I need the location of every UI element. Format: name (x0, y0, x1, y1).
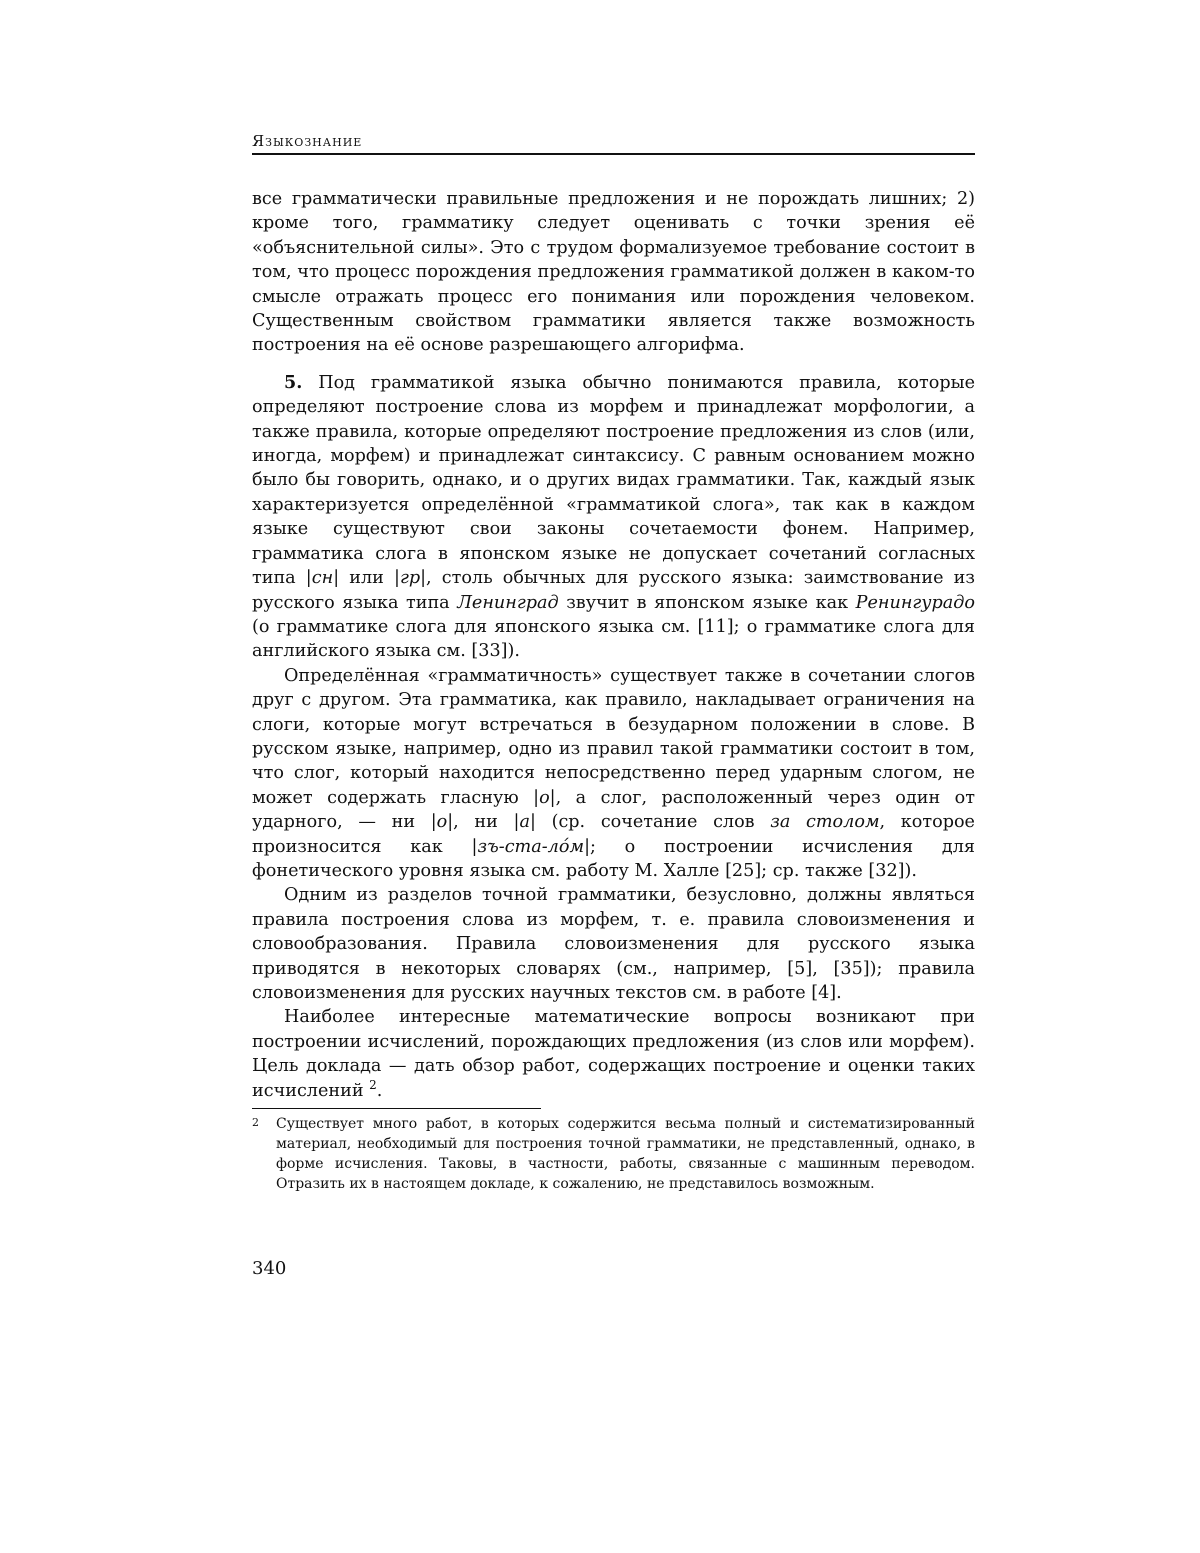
footnote (252, 1114, 975, 1194)
paragraph-5 (252, 1005, 975, 1103)
text-run: |, столь обычных для русского языка: заимствование из русского языка типа (252, 568, 975, 613)
text-run: , которое произносится как | (252, 812, 975, 857)
text-run: | или | (333, 568, 400, 589)
paragraph-section-5 (252, 371, 975, 664)
text-run: |, а слог, расположенный через один от ударного, — ни | (252, 787, 975, 833)
italic-transcription: зъ-ста-ло́м (477, 836, 585, 857)
footnote-rule (252, 1108, 541, 1109)
paragraph-3 (252, 664, 975, 884)
text-run: (о грамматике слога для японского языка см. [11]; о грамматике слога для английского языка см. [33]). (252, 616, 975, 662)
footnote-mark: 2 (252, 1116, 259, 1129)
text-run: Под грамматикой языка обычно понимаются правила, которые определяют построение слова из морфем и принадлежат морфологии, а также правила, которые определяют построение предложения из слов (или, иногда, морфем) и принадлежат синтаксису. С равным основанием можно было бы говорить, однако, и о других видах грамматики. Так, каждый язык характеризуется определённой «грамматикой слога», так как в каждом языке существуют свои законы сочетаемости фонем. Например, грамматика слога в японском языке не допускает сочетаний согласных типа | (252, 372, 975, 589)
text-run: . (376, 1080, 383, 1101)
text-run: |; о построении исчисления для фонетического уровня языка см. работу М. Халле [25]; ср. также [32]). (252, 836, 975, 881)
italic-sn: сн (311, 568, 334, 589)
italic-gr: гр (399, 568, 421, 589)
text-run: Наиболее интересные математические вопросы возникают при построении исчислений, порождающих предложения (из слов или морфем). Цель доклада — дать обзор работ, содержащих построение и оценки таких исчислений (252, 1007, 975, 1101)
italic-leningrad: Ленинград (457, 592, 559, 613)
text-run: |, ни | (447, 812, 520, 833)
text-run: звучит в японском языке как (558, 592, 856, 613)
italic-reningurado: Ренингурадо (855, 592, 976, 613)
running-head: Языкознание (252, 132, 363, 150)
footnote-text: Существует много работ, в которых содержится весьма полный и систематизированный материал, необходимый для построения точной грамматики, не представленный, однако, в форме исчисления. Таковы, в частности, работы, связанные с машинным переводом. Отразить их в настоящем докладе, к сожалению, не представилось возможным. (276, 1116, 975, 1192)
italic-a: а (519, 812, 530, 833)
italic-o: о (539, 787, 550, 808)
text-run: Определённая «грамматичность» существует также в сочетании слогов друг с другом. Эта грамматика, как правило, накладывает ограничения на слоги, которые могут встречаться в безударном положении в слове. В русском языке, например, одно из правил такой грамматики состоит в том, что слог, который находится непосредственно перед ударным слогом, не может содержать гласную | (252, 665, 975, 808)
section-number: 5. (284, 371, 303, 393)
body-text (252, 187, 975, 1103)
text-run: | (ср. сочетание слов (529, 812, 771, 833)
page-number: 340 (252, 1258, 287, 1279)
footnote-ref[interactable]: 2 (369, 1077, 377, 1092)
paragraph-1: все грамматически правильные предложения и не порождать лишних; 2) кроме того, грамматику следует оценивать с точки зрения её «объяснительной силы». Это с трудом формализуемое требование состоит в том, что процесс порождения предложения грамматикой должен в каком-то смысле отражать процесс его понимания или порождения человеком. Существенным свойством грамматики является также возможность построения на её основе разрешающего алгорифма. (252, 189, 975, 356)
header-rule (252, 153, 975, 155)
paragraph-4: Одним из разделов точной грамматики, безусловно, должны являться правила построения слова из морфем, т. е. правила словоизменения и словообразования. Правила словоизменения для русского языка приводятся в некоторых словарях (см., например, [5], [35]); правила словоизменения для русских научных текстов см. в работе [4]. (252, 885, 975, 1003)
italic-o: о (436, 812, 448, 833)
italic-za-stolom: за столом (770, 812, 880, 833)
